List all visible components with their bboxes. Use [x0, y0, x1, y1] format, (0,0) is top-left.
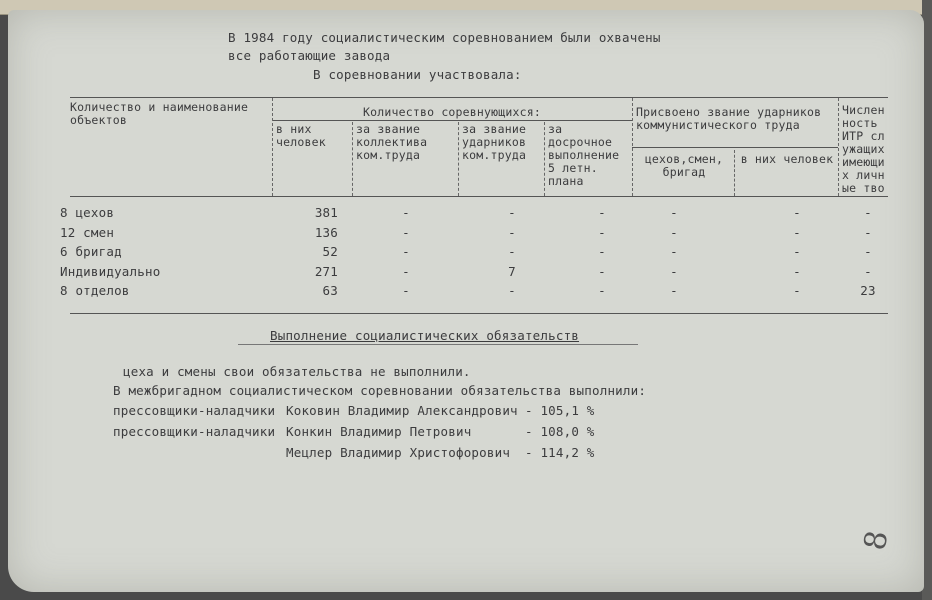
page-number-mark: 8 [857, 528, 896, 553]
table-cell-persons: 381 [314, 205, 338, 220]
table-cell-of-them: - [793, 263, 801, 279]
table-cell-workshops: - [670, 205, 678, 220]
table-cell-name: Индивидуально [60, 263, 161, 279]
table-cell-name: 12 смен [60, 224, 115, 240]
header-persons: в них человек [276, 122, 326, 149]
table-cell-shock: - [508, 205, 516, 220]
person-name: Коковин Владимир Александрович [286, 403, 518, 418]
col-divider [352, 122, 353, 196]
table-cell-shock: - [508, 224, 516, 240]
competing-group-rule [272, 120, 632, 121]
table-cell-persons: 52 [322, 244, 338, 259]
table-cell-workshops: - [670, 244, 678, 259]
table-cell-early: - [598, 263, 606, 279]
intro-line-1: В 1984 году социалистическим соревнованием были охвачены [228, 30, 661, 45]
table-cell-name: 8 цехов [60, 205, 115, 220]
table-cell-collective: - [402, 263, 410, 279]
col-divider [838, 98, 839, 196]
body-line-2: В межбригадном социалистическом соревновании обязательства выполнили: [113, 383, 647, 398]
person-role: прессовщики-наладчики [113, 424, 276, 439]
header-itr: Численность ИТР служащих имеющих личные тво [842, 104, 885, 194]
person-role: прессовщики-наладчики [113, 403, 276, 418]
document-page [8, 10, 924, 592]
header-of-them: в них человек [740, 152, 834, 166]
person-name: Мецлер Владимир Христофорович [286, 445, 511, 460]
table-cell-name: 6 бригад [60, 244, 122, 259]
header-collective: за звание коллектива ком.труда [356, 122, 428, 162]
table-cell-early: - [598, 224, 606, 240]
awarded-group-rule [632, 147, 838, 148]
table-cell-workshops: - [670, 283, 678, 298]
table-cell-persons: 271 [314, 263, 338, 279]
header-objects: Количество и наименование объектов [70, 100, 249, 127]
person-name: Конкин Владимир Петрович [286, 424, 472, 439]
table-cell-collective: - [402, 283, 410, 298]
table-cell-collective: - [402, 224, 410, 240]
col-divider [632, 98, 633, 196]
person-value: - 114,2 % [525, 445, 595, 460]
table-cell-persons: 136 [314, 224, 338, 240]
intro-line-3: В соревновании участвовала: [313, 67, 522, 82]
table-cell-shock: - [508, 244, 516, 259]
col-divider [458, 122, 459, 196]
section-title-rule [238, 344, 638, 345]
table-cell-name: 8 отделов [60, 283, 130, 298]
person-value: - 105,1 % [525, 403, 595, 418]
table-cell-shock: 7 [508, 263, 516, 279]
table-cell-collective: - [402, 244, 410, 259]
table-cell-itr: 23 [860, 283, 876, 298]
table-cell-itr: - [864, 263, 872, 279]
section-title: Выполнение социалистических обязательств [270, 328, 580, 343]
header-competing-group: Количество соревнующихся: [362, 105, 542, 119]
table-cell-workshops: - [670, 224, 678, 240]
intro-line-2: все работающие завода [228, 48, 391, 63]
header-bottom-rule [70, 196, 888, 197]
table-cell-itr: - [864, 205, 872, 220]
col-divider [544, 122, 545, 196]
table-cell-early: - [598, 283, 606, 298]
body-line-1: цеха и смены свои обязательства не выполнили. [123, 364, 471, 379]
col-divider [734, 150, 735, 196]
table-bottom-rule [70, 313, 888, 314]
table-cell-shock: - [508, 283, 516, 298]
table-cell-early: - [598, 244, 606, 259]
table-cell-of-them: - [793, 224, 801, 240]
table-cell-persons: 63 [322, 283, 338, 298]
header-early: за досрочное выполнение 5 летн. плана [548, 122, 620, 188]
table-top-rule [70, 97, 888, 98]
header-shock: за звание ударников ком.труда [462, 122, 527, 162]
table-cell-itr: - [864, 224, 872, 240]
table-cell-collective: - [402, 205, 410, 220]
table-cell-of-them: - [793, 283, 801, 298]
header-workshops: цехов,смен, бригад [644, 152, 724, 179]
table-cell-of-them: - [793, 244, 801, 259]
header-awarded-group: Присвоено звание ударников коммунистического труда [636, 105, 822, 132]
table-cell-early: - [598, 205, 606, 220]
table-cell-of-them: - [793, 205, 801, 220]
person-value: - 108,0 % [525, 424, 595, 439]
table-cell-itr: - [864, 244, 872, 259]
table-cell-workshops: - [670, 263, 678, 279]
